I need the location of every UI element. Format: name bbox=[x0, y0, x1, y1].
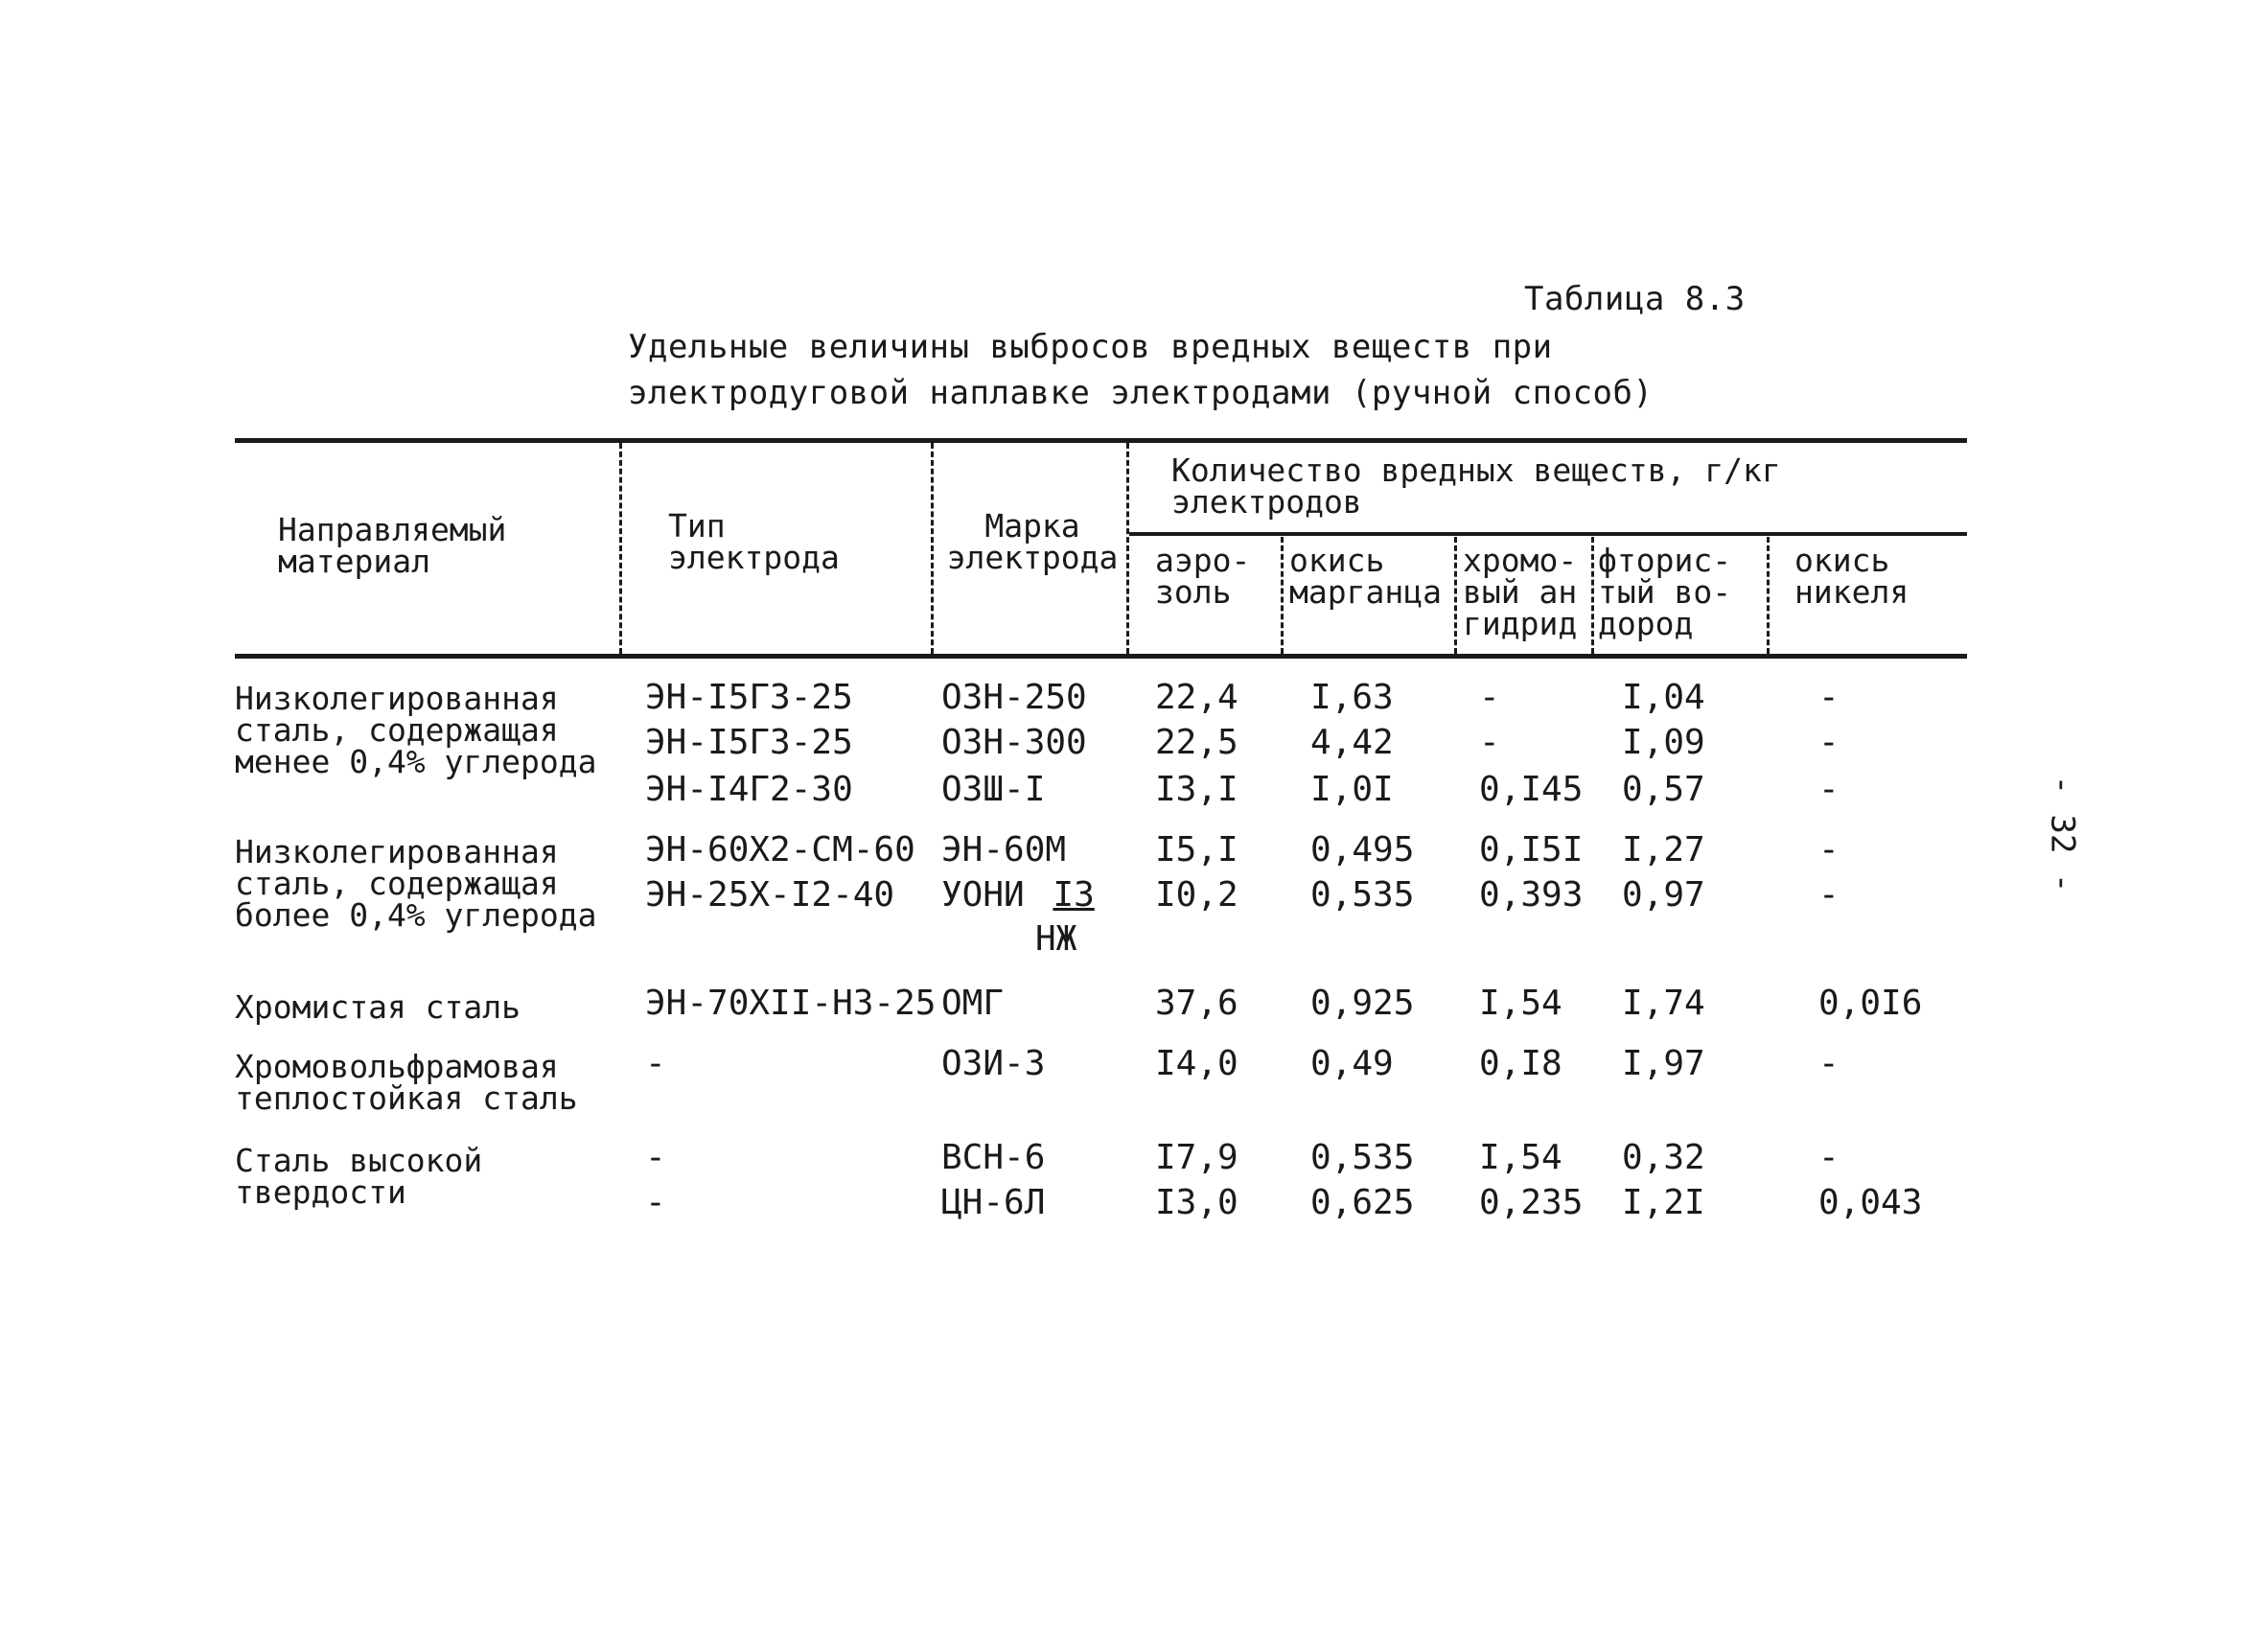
material-label: Хромистая сталь bbox=[235, 988, 521, 1026]
hydrogen-fluoride-value: 0,57 bbox=[1622, 770, 1705, 809]
header-manganese-oxide: окись марганца bbox=[1289, 542, 1442, 611]
header-chromic-anhydride: хромо- вый ан гидрид bbox=[1463, 542, 1578, 642]
electrode-brand: ОЗИ-3 bbox=[941, 1044, 1046, 1083]
electrode-type: - bbox=[645, 1183, 666, 1222]
electrode-brand: ЦН-6Л bbox=[941, 1183, 1046, 1222]
electrode-type: ЭН-I4Г2-30 bbox=[645, 770, 853, 809]
table-label: Таблица 8.3 bbox=[1524, 280, 1746, 318]
chromic-anhydride-value: 0,I45 bbox=[1479, 770, 1584, 809]
electrode-brand bbox=[941, 875, 1095, 915]
aerosol-value: 22,4 bbox=[1155, 678, 1238, 717]
nickel-oxide-value: - bbox=[1818, 1138, 1840, 1177]
header-bottom-rule bbox=[235, 654, 1967, 659]
nickel-oxide-value: 0,0I6 bbox=[1818, 984, 1923, 1023]
electrode-brand-fraction-bottom: НЖ bbox=[1035, 919, 1077, 959]
column-divider bbox=[1767, 537, 1770, 654]
aerosol-value: 37,6 bbox=[1155, 984, 1238, 1023]
manganese-oxide-value: 4,42 bbox=[1310, 723, 1394, 762]
electrode-brand-name: УОНИ bbox=[941, 875, 1025, 915]
aerosol-value: I3,0 bbox=[1155, 1183, 1238, 1222]
aerosol-value: I3,I bbox=[1155, 770, 1238, 809]
nickel-oxide-value: - bbox=[1818, 678, 1840, 717]
manganese-oxide-value: 0,535 bbox=[1310, 1138, 1415, 1177]
header-electrode-type: Тип электрода bbox=[668, 507, 840, 576]
header-electrode-brand: Марка электрода bbox=[946, 507, 1119, 576]
electrode-brand: ОЗН-300 bbox=[941, 723, 1087, 762]
material-label: Сталь высокой твердости bbox=[235, 1142, 483, 1211]
table-top-rule bbox=[235, 438, 1967, 443]
manganese-oxide-value: 0,49 bbox=[1310, 1044, 1394, 1083]
aerosol-value: I0,2 bbox=[1155, 875, 1238, 915]
electrode-brand: ВСН-6 bbox=[941, 1138, 1046, 1177]
column-divider bbox=[1281, 537, 1284, 654]
hydrogen-fluoride-value: I,27 bbox=[1622, 830, 1705, 869]
hydrogen-fluoride-value: I,09 bbox=[1622, 723, 1705, 762]
nickel-oxide-value: - bbox=[1818, 830, 1840, 869]
electrode-type: ЭН-70ХII-Н3-25 bbox=[645, 984, 937, 1023]
column-divider bbox=[931, 443, 934, 654]
hydrogen-fluoride-value: I,2I bbox=[1622, 1183, 1705, 1222]
header-aerosol: аэро- золь bbox=[1155, 542, 1251, 611]
electrode-brand: ОЗН-250 bbox=[941, 678, 1087, 717]
manganese-oxide-value: I,63 bbox=[1310, 678, 1394, 717]
material-label: Низколегированная сталь, содержащая более 0,4% углерода bbox=[235, 833, 597, 934]
electrode-type: ЭН-I5Г3-25 bbox=[645, 678, 853, 717]
manganese-oxide-value: I,0I bbox=[1310, 770, 1394, 809]
material-label: Хромовольфрамовая теплостойкая сталь bbox=[235, 1048, 578, 1117]
electrode-type: ЭН-I5Г3-25 bbox=[645, 723, 853, 762]
nickel-oxide-value: - bbox=[1818, 875, 1840, 915]
chromic-anhydride-value: - bbox=[1479, 678, 1500, 717]
header-material: Направляемый материал bbox=[278, 511, 507, 580]
manganese-oxide-value: 0,925 bbox=[1310, 984, 1415, 1023]
table-caption-line-2: электродуговой наплавке электродами (ручной способ) bbox=[628, 374, 1654, 412]
nickel-oxide-value: - bbox=[1818, 770, 1840, 809]
header-hydrogen-fluoride: фторис- тый во- дород bbox=[1598, 542, 1732, 642]
hydrogen-fluoride-value: I,97 bbox=[1622, 1044, 1705, 1083]
header-quantity-group: Количество вредных веществ, г/кг электродов bbox=[1171, 452, 1781, 521]
aerosol-value: I4,0 bbox=[1155, 1044, 1238, 1083]
electrode-brand: ОЗШ-I bbox=[941, 770, 1046, 809]
page-number: - 32 - bbox=[2043, 775, 2082, 893]
electrode-type: - bbox=[645, 1044, 666, 1083]
manganese-oxide-value: 0,535 bbox=[1310, 875, 1415, 915]
aerosol-value: I7,9 bbox=[1155, 1138, 1238, 1177]
column-divider bbox=[619, 443, 622, 654]
column-divider bbox=[1591, 537, 1594, 654]
aerosol-value: I5,I bbox=[1155, 830, 1238, 869]
chromic-anhydride-value: I,54 bbox=[1479, 984, 1562, 1023]
electrode-brand: ОМГ bbox=[941, 984, 1005, 1023]
manganese-oxide-value: 0,625 bbox=[1310, 1183, 1415, 1222]
table-caption-line-1: Удельные величины выбросов вредных веществ при bbox=[628, 328, 1553, 366]
hydrogen-fluoride-value: I,04 bbox=[1622, 678, 1705, 717]
column-divider bbox=[1454, 537, 1457, 654]
chromic-anhydride-value: I,54 bbox=[1479, 1138, 1562, 1177]
material-label: Низколегированная сталь, содержащая менее 0,4% углерода bbox=[235, 680, 597, 780]
nickel-oxide-value: - bbox=[1818, 723, 1840, 762]
electrode-brand: ЭН-60М bbox=[941, 830, 1067, 869]
nickel-oxide-value: 0,043 bbox=[1818, 1183, 1923, 1222]
electrode-type: ЭН-60Х2-СМ-60 bbox=[645, 830, 915, 869]
header-group-rule bbox=[1129, 532, 1967, 536]
electrode-type: ЭН-25Х-I2-40 bbox=[645, 875, 895, 915]
electrode-type: - bbox=[645, 1138, 666, 1177]
chromic-anhydride-value: - bbox=[1479, 723, 1500, 762]
chromic-anhydride-value: 0,393 bbox=[1479, 875, 1584, 915]
hydrogen-fluoride-value: 0,97 bbox=[1622, 875, 1705, 915]
chromic-anhydride-value: 0,I5I bbox=[1479, 830, 1584, 869]
column-divider bbox=[1126, 443, 1129, 654]
nickel-oxide-value: - bbox=[1818, 1044, 1840, 1083]
hydrogen-fluoride-value: I,74 bbox=[1622, 984, 1705, 1023]
chromic-anhydride-value: 0,235 bbox=[1479, 1183, 1584, 1222]
electrode-brand-fraction-top: I3 bbox=[1053, 875, 1095, 915]
hydrogen-fluoride-value: 0,32 bbox=[1622, 1138, 1705, 1177]
aerosol-value: 22,5 bbox=[1155, 723, 1238, 762]
manganese-oxide-value: 0,495 bbox=[1310, 830, 1415, 869]
chromic-anhydride-value: 0,I8 bbox=[1479, 1044, 1562, 1083]
header-nickel-oxide: окись никеля bbox=[1794, 542, 1909, 611]
